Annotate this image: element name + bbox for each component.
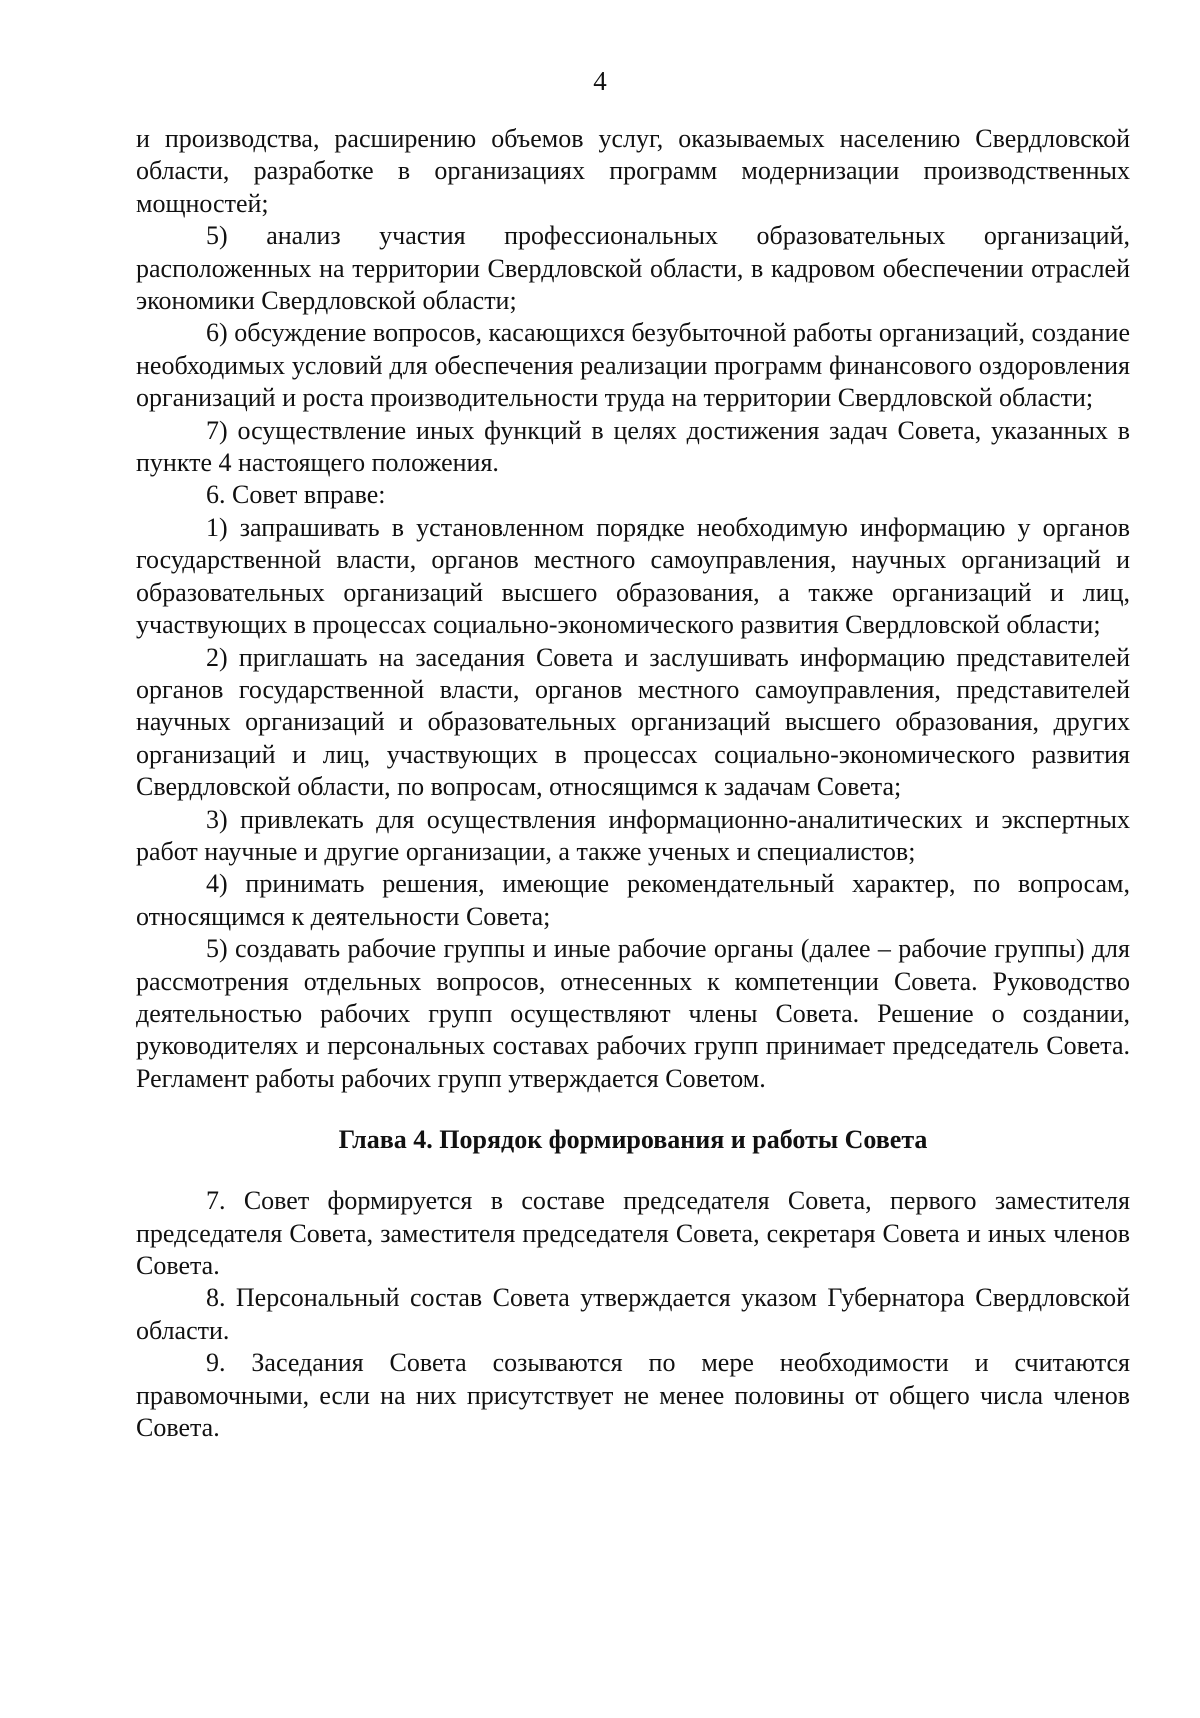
chapter-heading: Глава 4. Порядок формирования и работы Совета: [338, 1125, 928, 1155]
paragraph-right-3-involve: 3) привлекать для осуществления информационно-аналитических и экспертных работ научные и другие организации, а также ученых и специалистов;: [136, 804, 1130, 866]
paragraph-section-6-rights: 6. Совет вправе:: [206, 480, 386, 510]
paragraph-continuation: и производства, расширению объемов услуг, оказываемых населению Свердловской области, разработке в организациях программ модернизации производственных мощностей;: [136, 124, 1130, 218]
paragraph-item-5-analysis: 5) анализ участия профессиональных образовательных организаций, расположенных на территории Свердловской области, в кадровом обеспечении отраслей экономики Свердловской области;: [136, 221, 1130, 316]
paragraph-right-2-invite: 2) приглашать на заседания Совета и заслушивать информацию представителей органов государственной власти, органов местного самоуправления, представителей научных организаций и образовательных организаций высшего образования, других организаций и лиц, участвующих в процессах социально-экономического развития Свердловской области, по вопросам, относящимся к задачам Совета;: [136, 642, 1130, 802]
paragraph-right-4-decisions: 4) принимать решения, имеющие рекомендательный характер, по вопросам, относящимся к деятельности Совета;: [136, 869, 1130, 931]
paragraph-item-7-other-functions: 7) осуществление иных функций в целях достижения задач Совета, указанных в пункте 4 настоящего положения.: [136, 415, 1130, 478]
paragraph-section-7-composition: 7. Совет формируется в составе председателя Совета, первого заместителя председателя Совета, заместителя председателя Совета, секретаря Совета и иных членов Совета.: [136, 1186, 1130, 1280]
paragraph-right-5-working-groups: 5) создавать рабочие группы и иные рабочие органы (далее – рабочие группы) для рассмотрения отдельных вопросов, отнесенных к компетенции Совета. Руководство деятельностью рабочих групп осуществляют члены Совета. Решение о создании, руководителях и персональных составах рабочих групп принимает председатель Совета. Регламент работы рабочих групп утверждается Советом.: [136, 934, 1130, 1093]
paragraph-section-9-meetings: 9. Заседания Совета созываются по мере необходимости и считаются правомочными, если на них присутствует не менее половины от общего числа членов Совета.: [136, 1348, 1130, 1443]
paragraph-right-1-request-info: 1) запрашивать в установленном порядке необходимую информацию у органов государственной власти, органов местного самоуправления, научных организаций и образовательных организаций высшего образования, а также организаций и лиц, участвующих в процессах социально-экономического развития Свердловской области;: [136, 512, 1130, 640]
document-body: [136, 123, 1130, 1444]
paragraph-section-8-personnel: 8. Персональный состав Совета утверждается указом Губернатора Свердловской области.: [136, 1283, 1130, 1345]
page-number: 4: [593, 66, 607, 96]
paragraph-item-6-discussion: 6) обсуждение вопросов, касающихся безубыточной работы организаций, создание необходимых условий для обеспечения реализации программ финансового оздоровления организаций и роста производительности труда на территории Свердловской области;: [136, 318, 1130, 413]
